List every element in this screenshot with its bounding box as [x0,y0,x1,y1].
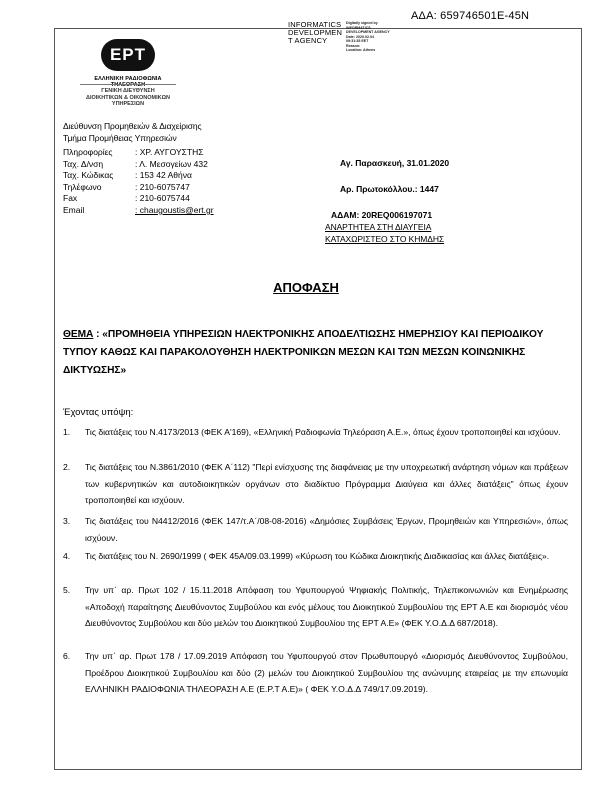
signature-detail-line: INFORMATICS [346,25,371,30]
subject [63,326,568,380]
ert-logo: ΕΡΤ [101,39,155,71]
posting-note-diavgeia: ΑΝΑΡΤΗΤΕΑ ΣΤΗ ΔΙΑΥΓΕΙΑ [325,222,432,232]
logo-division: ΓΕΝΙΚΗ ΔΙΕΥΘΥΝΣΗ [101,88,155,94]
item-text: Την υπ΄ αρ. Πρωτ 102 / 15.11.2018 Απόφαση του Υφυπουργού Ψηφιακής Πολιτικής, Τηλεπικοινωνιών και Ενημέρωσης «Αποδοχή παραίτησης Διευθύνοντος Συμβούλου και ενός μέλους του Διοικητικού Συμβουλίου της ΕΡΤ Α.Ε και διορισμός νέου Διευθύνοντος Συμβούλου και δύο μελών του Διοικητικού Συμβουλίου της ΕΡΤ Α.Ε» (ΦΕΚ Υ.Ο.Δ.Δ 687/2018). [85,585,568,628]
signature-detail-line: DEVELOPMENT AGENCY [346,30,390,34]
contact-label: Πληροφορίες [63,147,113,157]
signature-detail-line: 09:31:35 EET [346,39,369,43]
stamp-line: INFORMATICS [288,20,342,29]
signature-stamp [288,21,342,45]
posting-note-kimdis: ΚΑΤΑΧΩΡΙΣΤΕΟ ΣΤΟ ΚΗΜΔΗΣ [325,234,445,244]
signature-detail-line: Reason: [346,43,361,48]
item-number: 5. [63,585,71,595]
item-number: 4. [63,551,71,561]
stamp-line: DEVELOPMEN [288,28,343,37]
item-number: 2. [63,462,71,472]
contact-row [63,193,214,205]
subject-text: : «ΠΡΟΜΗΘΕΙΑ ΥΠΗΡΕΣΙΩΝ ΗΛΕΚΤΡΟΝΙΚΗΣ ΑΠΟΔΕΛΤΙΩΣΗΣ ΗΜΕΡΗΣΙΟΥ ΚΑΙ ΠΕΡΙΟΔΙΚΟΥ ΤΥΠΟΥ ΚΑΘΩΣ ΚΑΙ ΠΑΡΑΚΟΛΟΥΘΗΣΗ ΗΛΕΚΤΡΟΝΙΚΩΝ ΜΕΣΩΝ ΚΑΙ ΤΩΝ ΜΕΣΩΝ ΚΟΙΝΩΝΙΚΗΣ ΔΙΚΤΥΩΣΗΣ» [63,329,544,376]
stamp-line: T AGENCY [288,36,328,45]
protocol-number: Αρ. Πρωτοκόλλου.: 1447 [340,184,439,194]
contact-value: : Λ. Μεσογείων 432 [135,158,208,169]
item-text: Τις διατάξεις του Ν. 2690/1999 ( ΦΕΚ 45Α/09.03.1999) «Κύρωση του Κώδικα Διοικητικής Διαδικασίας και άλλες διατάξεις». [85,551,550,561]
item-text: Τις διατάξεις του Ν.4173/2013 (ΦΕΚ Α'169), «Ελληνική Ραδιοφωνία Τηλεόραση Α.Ε.», όπως έχουν τροποποιηθεί και ισχύουν. [85,427,561,437]
contact-row [63,147,214,159]
ada-code: ΑΔΑ: 659746501Ε-45Ν [411,10,530,22]
contact-label: Ταχ. Δ/νση [63,158,104,169]
contact-label: Τηλέφωνο [63,181,102,192]
email-link[interactable]: : chaugoustis@ert.gr [135,204,214,215]
contact-label: Ταχ. Κώδικας [63,170,114,181]
item-number: 1. [63,427,71,437]
signature-detail-line: Date: 2020.02.04 [346,34,374,39]
contact-row [63,205,214,217]
document-title: ΑΠΟΦΑΣΗ [273,280,339,295]
contact-row [63,170,214,182]
item-text: Την υπ΄ αρ. Πρωτ 178 / 17.09.2019 Απόφαση του Υφυπουργού στον Πρωθυπουργό «Διορισμός Διευθύνοντος Συμβούλου, Προέδρου Διοικητικού Συμβουλίου και δύο (2) μελών του Διοικητικού Συμβουλίου της ανώνυμης εταιρείας με την επωνυμία ΕΛΛΗΝΙΚΗ ΡΑΔΙΟΦΩΝΙΑ ΤΗΛΕΟΡΑΣΗ Α.Ε (Ε.Ρ.Τ Α.Ε)» ( ΦΕΚ Υ.Ο.Δ.Δ 749/17.09.2019). [85,651,568,694]
contact-row [63,182,214,194]
signature-detail-line: Location: Athens [346,48,376,52]
subject-label: ΘΕΜΑ [63,329,94,340]
logo-division-sub: ΔΙΟΙΚΗΤΙΚΩΝ & ΟΙΚΟΝΟΜΙΚΩΝ ΥΠΗΡΕΣΙΩΝ [85,95,171,107]
document-date: Αγ. Παρασκευή, 31.01.2020 [340,158,450,168]
contact-value: : 153 42 Αθήνα [135,170,192,181]
adam-number: ΑΔΑΜ: 20REQ006197071 [331,210,433,220]
considering-intro: Έχοντας υπόψη: [63,407,134,418]
contact-info [63,147,214,217]
item-number: 3. [63,516,71,526]
contact-label: Fax [63,193,78,204]
item-text: Τις διατάξεις του Ν.3861/2010 (ΦΕΚ Α΄112) "Περί ενίσχυσης της διαφάνειας με την υποχρεωτική ανάρτηση νόμων και πράξεων των κυβερνητικών και αυτοδιοικητικών οργάνων στο διαδίκτυο Πρόγραμμα Διαύγεια και άλλες διατάξεις" όπως έχουν τροποποιηθεί και ισχύουν. [85,462,568,505]
contact-value: : 210-6075744 [135,193,190,204]
item-text: Τις διατάξεις του Ν4412/2016 (ΦΕΚ 147/τ.Α΄/08-08-2016) «Δημόσιες Συμβάσεις Έργων, Προμηθειών και Υπηρεσιών», όπως ισχύουν. [85,516,568,543]
sender-department: Τμήμα Προμήθειας Υπηρεσιών [63,133,177,143]
contact-row [63,159,214,171]
signature-details [346,21,390,53]
logo-org-name: ΕΛΛΗΝΙΚΗ ΡΑΔΙΟΦΩΝΙΑ ΤΗΛΕΟΡΑΣΗ [94,76,162,88]
contact-value: : 210-6075747 [135,181,190,192]
item-number: 6. [63,651,71,661]
signature-detail-line: Digitally signed by [346,21,378,25]
contact-label: Email [63,204,85,215]
contact-value: : ΧΡ. ΑΥΓΟΥΣΤΗΣ [135,147,204,157]
sender-directorate: Διεύθυνση Προμηθειών & Διαχείρισης [63,121,202,131]
logo-divider [80,84,176,85]
